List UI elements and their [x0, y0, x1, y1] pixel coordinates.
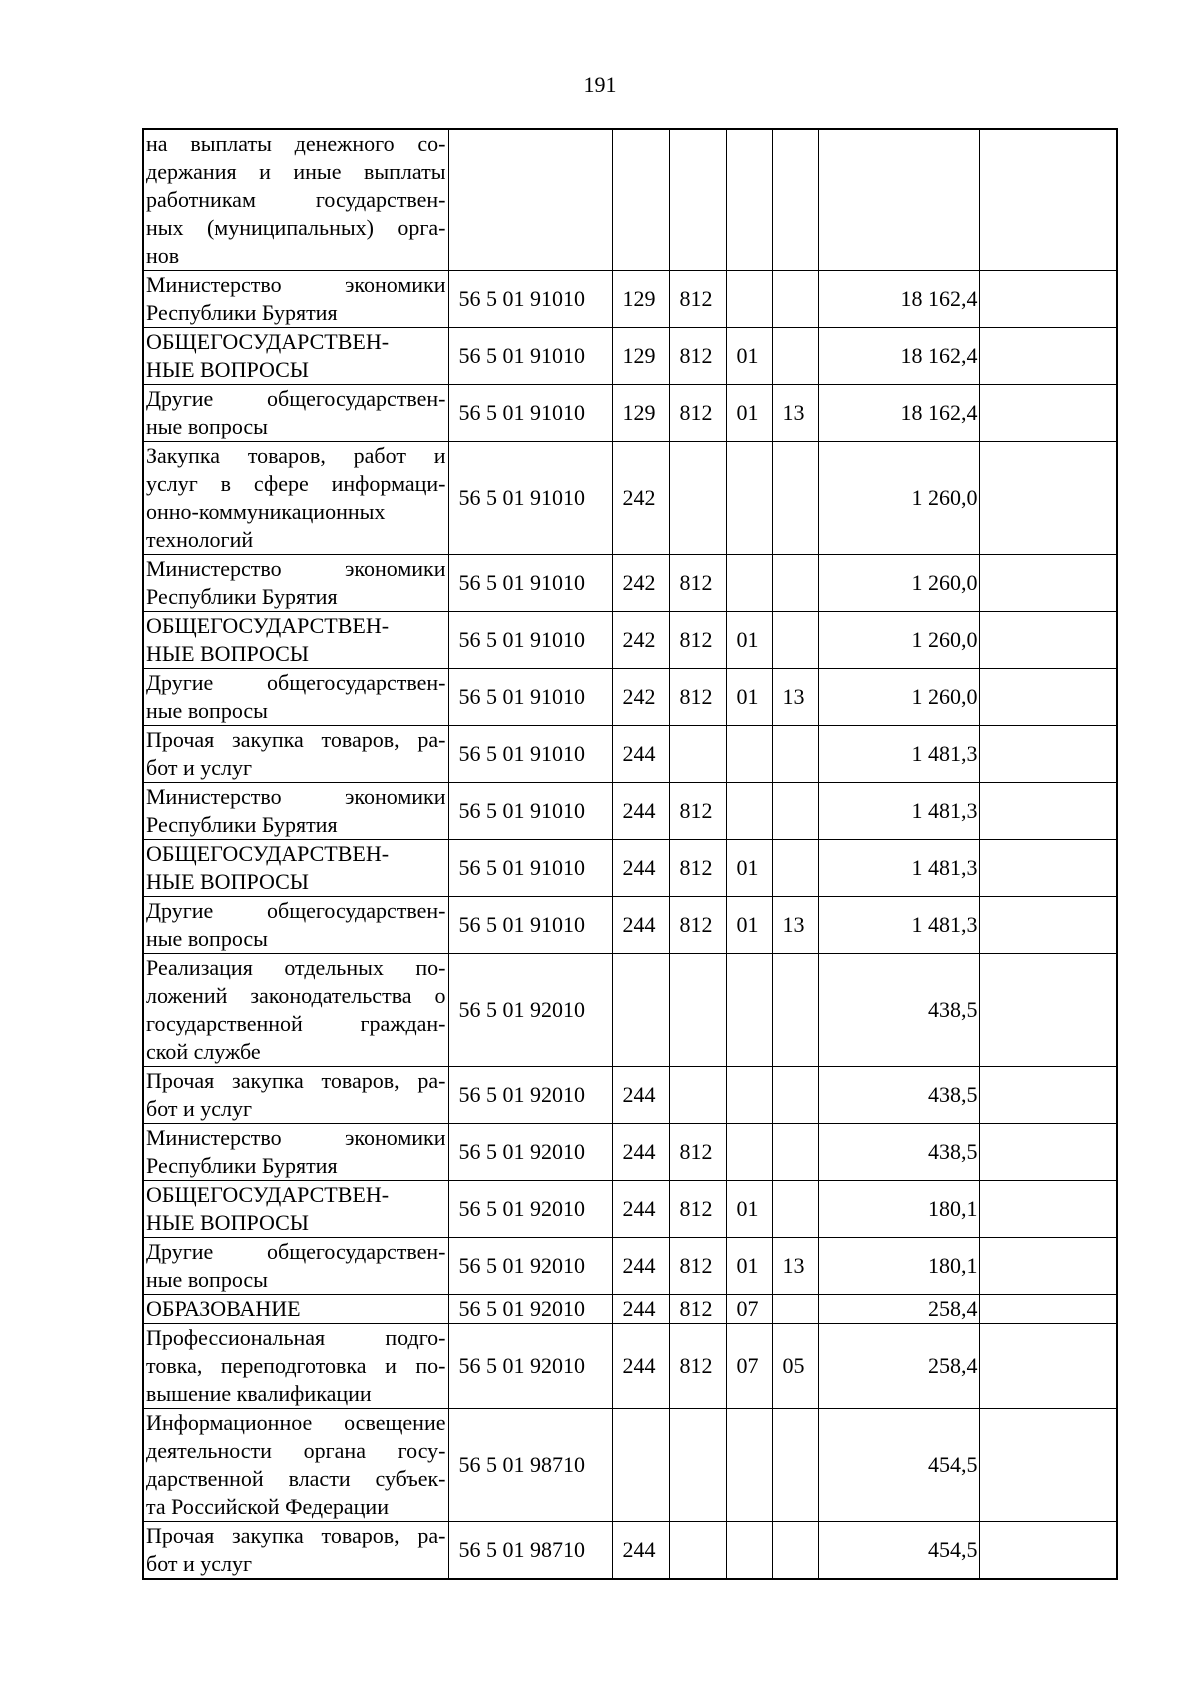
item-name-line: НЫЕ ВОПРОСЫ — [146, 869, 309, 894]
item-name-cell — [143, 1324, 448, 1409]
section-code-cell: 01 — [726, 328, 772, 385]
empty-cell — [979, 1522, 1117, 1580]
table-row — [143, 442, 1117, 555]
section-code-cell — [726, 1067, 772, 1124]
amount-cell: 438,5 — [818, 1124, 979, 1181]
item-name-line: Другие общегосударствен- — [146, 898, 446, 923]
administrator-code-cell: 812 — [669, 1324, 726, 1409]
item-name-cell — [143, 897, 448, 954]
amount-cell: 1 481,3 — [818, 840, 979, 897]
section-code-cell — [726, 954, 772, 1067]
section-code-cell: 01 — [726, 897, 772, 954]
section-code-cell: 01 — [726, 1181, 772, 1238]
item-name-line: ные вопросы — [146, 1267, 268, 1292]
item-name-line: Профессиональная подго- — [146, 1325, 446, 1350]
administrator-code-cell: 812 — [669, 783, 726, 840]
subsection-code-cell: 13 — [772, 385, 818, 442]
item-name-line: ОБЩЕГОСУДАРСТВЕН- — [146, 1182, 390, 1207]
administrator-code-cell: 812 — [669, 897, 726, 954]
amount-cell: 258,4 — [818, 1295, 979, 1324]
target-article-code-cell: 56 5 01 92010 — [448, 1067, 612, 1124]
expense-type-cell: 242 — [612, 555, 669, 612]
section-code-cell — [726, 1409, 772, 1522]
target-article-code-cell: 56 5 01 91010 — [448, 669, 612, 726]
table-row — [143, 1295, 1117, 1324]
item-name-line: вышение квалификации — [146, 1381, 372, 1406]
subsection-code-cell — [772, 783, 818, 840]
item-name-line: Закупка товаров, работ и — [146, 443, 446, 468]
item-name-cell — [143, 612, 448, 669]
item-name-line: бот и услуг — [146, 1096, 253, 1121]
target-article-code-cell: 56 5 01 92010 — [448, 1124, 612, 1181]
section-code-cell: 01 — [726, 612, 772, 669]
item-name-line: Другие общегосударствен- — [146, 1239, 446, 1264]
item-name-line: Республики Бурятия — [146, 812, 338, 837]
empty-cell — [979, 954, 1117, 1067]
table-row — [143, 271, 1117, 328]
item-name-line: Другие общегосударствен- — [146, 670, 446, 695]
administrator-code-cell: 812 — [669, 669, 726, 726]
item-name-line: Другие общегосударствен- — [146, 386, 446, 411]
item-name-line: Прочая закупка товаров, ра- — [146, 1068, 446, 1093]
subsection-code-cell — [772, 612, 818, 669]
target-article-code-cell: 56 5 01 92010 — [448, 1324, 612, 1409]
target-article-code-cell: 56 5 01 91010 — [448, 555, 612, 612]
amount-cell: 18 162,4 — [818, 271, 979, 328]
administrator-code-cell — [669, 129, 726, 271]
item-name-line: ных (муниципальных) орга- — [146, 215, 446, 240]
expense-type-cell: 244 — [612, 783, 669, 840]
subsection-code-cell — [772, 129, 818, 271]
empty-cell — [979, 1295, 1117, 1324]
subsection-code-cell — [772, 1067, 818, 1124]
expense-type-cell: 242 — [612, 669, 669, 726]
administrator-code-cell: 812 — [669, 271, 726, 328]
subsection-code-cell — [772, 555, 818, 612]
amount-cell: 454,5 — [818, 1522, 979, 1580]
target-article-code-cell: 56 5 01 91010 — [448, 726, 612, 783]
administrator-code-cell: 812 — [669, 1181, 726, 1238]
expense-type-cell: 244 — [612, 840, 669, 897]
subsection-code-cell — [772, 1181, 818, 1238]
empty-cell — [979, 726, 1117, 783]
item-name-cell — [143, 1067, 448, 1124]
item-name-cell — [143, 954, 448, 1067]
administrator-code-cell: 812 — [669, 328, 726, 385]
item-name-line: товка, переподготовка и по- — [146, 1353, 446, 1378]
expense-type-cell: 244 — [612, 1067, 669, 1124]
item-name-cell — [143, 1181, 448, 1238]
expense-type-cell: 244 — [612, 726, 669, 783]
empty-cell — [979, 1409, 1117, 1522]
empty-cell — [979, 442, 1117, 555]
subsection-code-cell — [772, 1522, 818, 1580]
item-name-line: на выплаты денежного со- — [146, 131, 446, 156]
table-row — [143, 954, 1117, 1067]
empty-cell — [979, 1181, 1117, 1238]
item-name-line: Республики Бурятия — [146, 1153, 338, 1178]
expense-type-cell: 129 — [612, 271, 669, 328]
section-code-cell — [726, 271, 772, 328]
section-code-cell — [726, 783, 772, 840]
amount-cell: 1 481,3 — [818, 783, 979, 840]
item-name-cell — [143, 271, 448, 328]
item-name-line: технологий — [146, 527, 254, 552]
item-name-line: ОБЩЕГОСУДАРСТВЕН- — [146, 841, 390, 866]
empty-cell — [979, 783, 1117, 840]
item-name-line: ОБЩЕГОСУДАРСТВЕН- — [146, 613, 390, 638]
item-name-cell — [143, 555, 448, 612]
item-name-line: держания и иные выплаты — [146, 159, 446, 184]
item-name-cell — [143, 669, 448, 726]
item-name-line: Министерство экономики — [146, 556, 446, 581]
administrator-code-cell: 812 — [669, 1295, 726, 1324]
expense-type-cell: 244 — [612, 1181, 669, 1238]
item-name-line: ные вопросы — [146, 698, 268, 723]
expense-type-cell: 244 — [612, 897, 669, 954]
empty-cell — [979, 328, 1117, 385]
table-row — [143, 1324, 1117, 1409]
administrator-code-cell — [669, 1409, 726, 1522]
administrator-code-cell: 812 — [669, 385, 726, 442]
expense-type-cell: 242 — [612, 612, 669, 669]
target-article-code-cell: 56 5 01 91010 — [448, 442, 612, 555]
table-row — [143, 612, 1117, 669]
item-name-line: услуг в сфере информаци- — [146, 471, 446, 496]
table-row — [143, 555, 1117, 612]
section-code-cell — [726, 442, 772, 555]
subsection-code-cell — [772, 954, 818, 1067]
administrator-code-cell — [669, 1522, 726, 1580]
subsection-code-cell: 13 — [772, 897, 818, 954]
target-article-code-cell: 56 5 01 98710 — [448, 1522, 612, 1580]
item-name-line: дарственной власти субъек- — [146, 1466, 446, 1491]
expense-type-cell: 129 — [612, 385, 669, 442]
target-article-code-cell: 56 5 01 91010 — [448, 840, 612, 897]
item-name-line: ОБЩЕГОСУДАРСТВЕН- — [146, 329, 390, 354]
item-name-line: НЫЕ ВОПРОСЫ — [146, 1210, 309, 1235]
section-code-cell — [726, 555, 772, 612]
section-code-cell: 01 — [726, 385, 772, 442]
administrator-code-cell: 812 — [669, 1238, 726, 1295]
amount-cell: 438,5 — [818, 1067, 979, 1124]
item-name-cell — [143, 840, 448, 897]
table-row — [143, 840, 1117, 897]
target-article-code-cell — [448, 129, 612, 271]
table-row — [143, 129, 1117, 271]
administrator-code-cell: 812 — [669, 555, 726, 612]
section-code-cell — [726, 1124, 772, 1181]
item-name-line: работникам государствен- — [146, 187, 446, 212]
section-code-cell — [726, 1522, 772, 1580]
amount-cell: 180,1 — [818, 1238, 979, 1295]
item-name-cell — [143, 1238, 448, 1295]
target-article-code-cell: 56 5 01 92010 — [448, 954, 612, 1067]
expense-type-cell: 244 — [612, 1295, 669, 1324]
administrator-code-cell: 812 — [669, 612, 726, 669]
item-name-line: Прочая закупка товаров, ра- — [146, 1523, 446, 1548]
amount-cell: 18 162,4 — [818, 328, 979, 385]
administrator-code-cell: 812 — [669, 840, 726, 897]
item-name-line: Министерство экономики — [146, 784, 446, 809]
budget-table-body — [143, 129, 1117, 1579]
target-article-code-cell: 56 5 01 91010 — [448, 612, 612, 669]
expense-type-cell: 244 — [612, 1324, 669, 1409]
subsection-code-cell: 05 — [772, 1324, 818, 1409]
amount-cell: 1 260,0 — [818, 442, 979, 555]
item-name-line: Министерство экономики — [146, 272, 446, 297]
item-name-line: ные вопросы — [146, 926, 268, 951]
item-name-line: нов — [146, 243, 180, 268]
table-row — [143, 726, 1117, 783]
subsection-code-cell — [772, 1124, 818, 1181]
item-name-line: ложений законодательства о — [146, 983, 446, 1008]
table-row — [143, 1124, 1117, 1181]
target-article-code-cell: 56 5 01 91010 — [448, 328, 612, 385]
amount-cell: 1 260,0 — [818, 669, 979, 726]
item-name-line: та Российской Федерации — [146, 1494, 389, 1519]
item-name-line: бот и услуг — [146, 755, 253, 780]
item-name-cell — [143, 1124, 448, 1181]
expense-type-cell — [612, 1409, 669, 1522]
table-row — [143, 385, 1117, 442]
empty-cell — [979, 129, 1117, 271]
item-name-line: Республики Бурятия — [146, 584, 338, 609]
amount-cell: 1 481,3 — [818, 897, 979, 954]
amount-cell: 180,1 — [818, 1181, 979, 1238]
item-name-line: НЫЕ ВОПРОСЫ — [146, 641, 309, 666]
item-name-line: ОБРАЗОВАНИЕ — [146, 1296, 301, 1321]
item-name-cell — [143, 328, 448, 385]
subsection-code-cell — [772, 328, 818, 385]
section-code-cell: 07 — [726, 1295, 772, 1324]
subsection-code-cell: 13 — [772, 1238, 818, 1295]
item-name-cell — [143, 442, 448, 555]
section-code-cell: 01 — [726, 1238, 772, 1295]
table-row — [143, 1409, 1117, 1522]
table-row — [143, 328, 1117, 385]
expense-type-cell: 244 — [612, 1522, 669, 1580]
item-name-cell — [143, 1409, 448, 1522]
empty-cell — [979, 1124, 1117, 1181]
section-code-cell: 01 — [726, 840, 772, 897]
item-name-line: Республики Бурятия — [146, 300, 338, 325]
item-name-line: Прочая закупка товаров, ра- — [146, 727, 446, 752]
empty-cell — [979, 840, 1117, 897]
administrator-code-cell: 812 — [669, 1124, 726, 1181]
budget-table — [142, 128, 1118, 1580]
administrator-code-cell — [669, 954, 726, 1067]
amount-cell: 1 481,3 — [818, 726, 979, 783]
target-article-code-cell: 56 5 01 92010 — [448, 1181, 612, 1238]
expense-type-cell: 244 — [612, 1238, 669, 1295]
amount-cell: 454,5 — [818, 1409, 979, 1522]
administrator-code-cell — [669, 442, 726, 555]
item-name-line: Министерство экономики — [146, 1125, 446, 1150]
section-code-cell — [726, 129, 772, 271]
amount-cell — [818, 129, 979, 271]
item-name-line: НЫЕ ВОПРОСЫ — [146, 357, 309, 382]
subsection-code-cell — [772, 1409, 818, 1522]
subsection-code-cell: 13 — [772, 669, 818, 726]
expense-type-cell — [612, 129, 669, 271]
item-name-line: Реализация отдельных по- — [146, 955, 446, 980]
amount-cell: 18 162,4 — [818, 385, 979, 442]
empty-cell — [979, 1324, 1117, 1409]
item-name-line: Информационное освещение — [146, 1410, 446, 1435]
table-row — [143, 1522, 1117, 1580]
table-row — [143, 669, 1117, 726]
empty-cell — [979, 669, 1117, 726]
section-code-cell: 07 — [726, 1324, 772, 1409]
empty-cell — [979, 897, 1117, 954]
administrator-code-cell — [669, 1067, 726, 1124]
item-name-cell — [143, 726, 448, 783]
subsection-code-cell — [772, 442, 818, 555]
table-row — [143, 897, 1117, 954]
target-article-code-cell: 56 5 01 92010 — [448, 1295, 612, 1324]
administrator-code-cell — [669, 726, 726, 783]
expense-type-cell: 244 — [612, 1124, 669, 1181]
expense-type-cell: 129 — [612, 328, 669, 385]
item-name-cell — [143, 1295, 448, 1324]
target-article-code-cell: 56 5 01 91010 — [448, 385, 612, 442]
empty-cell — [979, 555, 1117, 612]
subsection-code-cell — [772, 1295, 818, 1324]
item-name-line: государственной граждан- — [146, 1011, 446, 1036]
table-row — [143, 1238, 1117, 1295]
amount-cell: 258,4 — [818, 1324, 979, 1409]
page-number: 191 — [583, 72, 617, 97]
expense-type-cell: 242 — [612, 442, 669, 555]
section-code-cell: 01 — [726, 669, 772, 726]
empty-cell — [979, 1238, 1117, 1295]
empty-cell — [979, 271, 1117, 328]
subsection-code-cell — [772, 726, 818, 783]
item-name-line: бот и услуг — [146, 1551, 253, 1576]
section-code-cell — [726, 726, 772, 783]
empty-cell — [979, 385, 1117, 442]
target-article-code-cell: 56 5 01 92010 — [448, 1238, 612, 1295]
item-name-cell — [143, 783, 448, 840]
target-article-code-cell: 56 5 01 98710 — [448, 1409, 612, 1522]
subsection-code-cell — [772, 840, 818, 897]
target-article-code-cell: 56 5 01 91010 — [448, 897, 612, 954]
item-name-line: ные вопросы — [146, 414, 268, 439]
table-row — [143, 1181, 1117, 1238]
amount-cell: 1 260,0 — [818, 612, 979, 669]
amount-cell: 1 260,0 — [818, 555, 979, 612]
table-row — [143, 783, 1117, 840]
target-article-code-cell: 56 5 01 91010 — [448, 271, 612, 328]
item-name-cell — [143, 1522, 448, 1580]
item-name-cell — [143, 129, 448, 271]
subsection-code-cell — [772, 271, 818, 328]
item-name-line: ской службе — [146, 1039, 261, 1064]
table-row — [143, 1067, 1117, 1124]
item-name-line: деятельности органа госу- — [146, 1438, 446, 1463]
target-article-code-cell: 56 5 01 91010 — [448, 783, 612, 840]
empty-cell — [979, 612, 1117, 669]
item-name-cell — [143, 385, 448, 442]
expense-type-cell — [612, 954, 669, 1067]
item-name-line: онно-коммуникационных — [146, 499, 386, 524]
amount-cell: 438,5 — [818, 954, 979, 1067]
empty-cell — [979, 1067, 1117, 1124]
